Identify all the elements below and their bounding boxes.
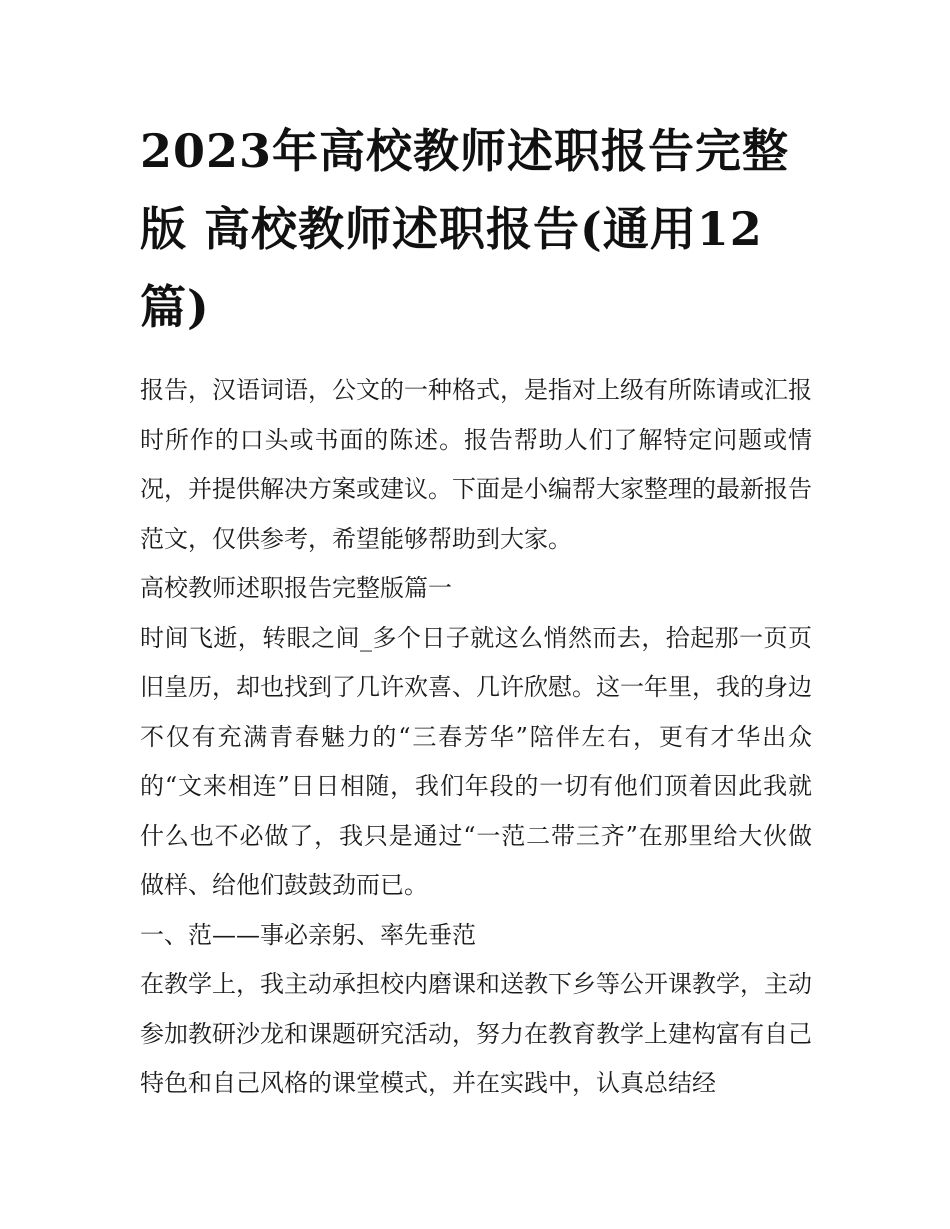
- section-heading-1: 高校教师述职报告完整版篇一: [140, 574, 452, 602]
- body-paragraph-2: 在教学上，我主动承担校内磨课和送教下乡等公开课教学，主动参加教研沙龙和课题研究活动，努力在教育教学上建构富有自己特色和自己风格的课堂模式，并在实践中，认真总结经: [140, 970, 812, 1097]
- document-page: [140, 112, 812, 1109]
- intro-paragraph: 报告，汉语词语，公文的一种格式，是指对上级有所陈请或汇报时所作的口头或书面的陈述。报告帮助人们了解特定问题或情况，并提供解决方案或建议。下面是小编帮大家整理的最新报告范文，仅供参考，希望能够帮助到大家。: [140, 376, 812, 553]
- subsection-heading-1: 一、范——事必亲躬、率先垂范: [140, 920, 476, 949]
- document-title: 2023年高校教师述职报告完整版 高校教师述职报告(通用12篇): [140, 124, 790, 334]
- body-paragraph-1: 时间飞逝，转眼之间_多个日子就这么悄然而去，拾起那一页页旧皇历，却也找到了几许欢喜、几许欣慰。这一年里，我的身边不仅有充满青春魅力的“三春芳华”陪伴左右，更有才华出众的“文来相连”日日相随，我们年段的一切有他们顶着因此我就什么也不必做了，我只是通过“一范二带三齐”在那里给大伙做做样、给他们鼓鼓劲而已。: [140, 623, 812, 899]
